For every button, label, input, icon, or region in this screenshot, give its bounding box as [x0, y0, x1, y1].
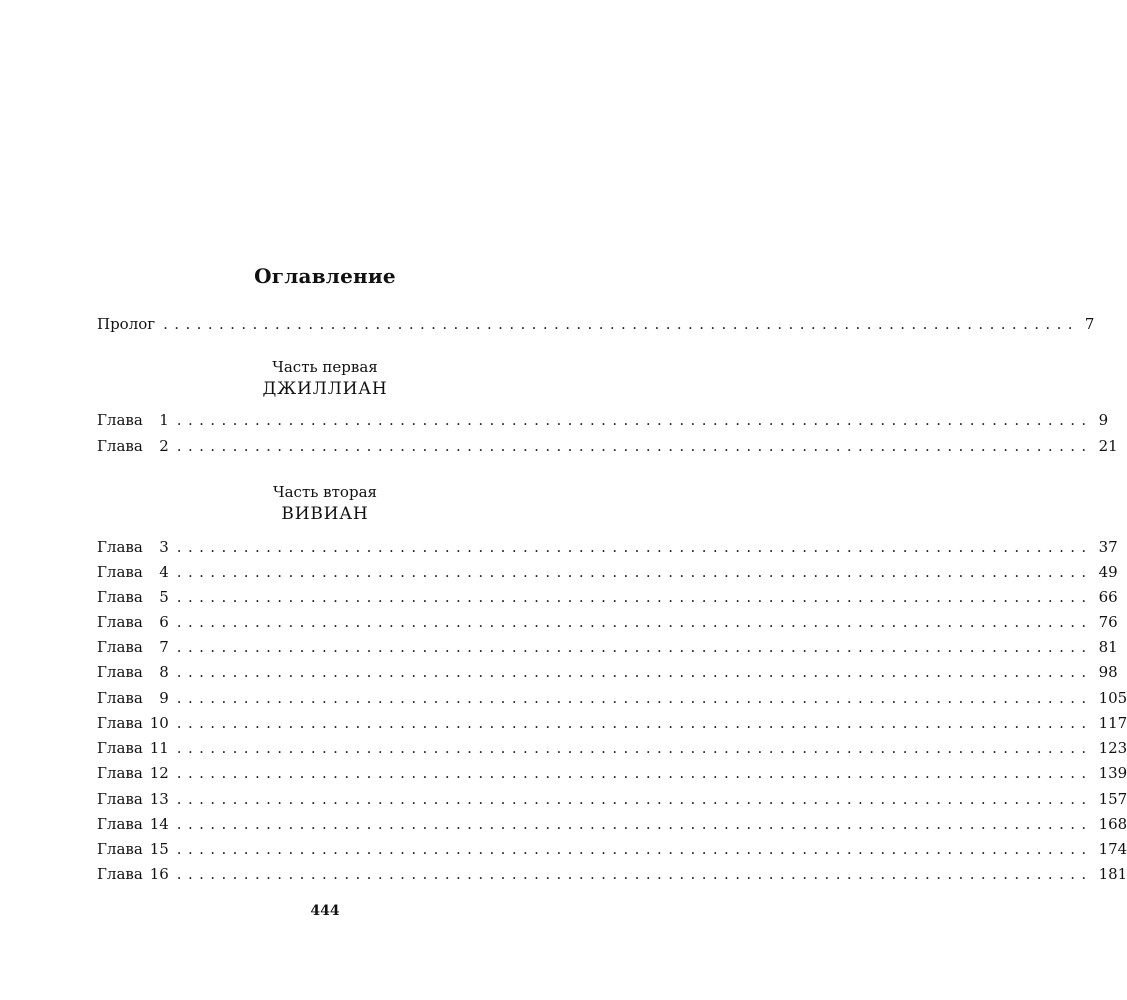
toc-row — [97, 585, 1118, 609]
toc-row — [97, 434, 1118, 458]
toc-page-number: 168 — [1098, 815, 1127, 833]
toc-label: Глава 3 — [97, 538, 169, 556]
toc-page-number: 139 — [1098, 764, 1127, 782]
toc-page-number: 117 — [1098, 714, 1127, 732]
page-title: Оглавление — [254, 264, 396, 288]
page-number: 444 — [310, 903, 340, 919]
toc-page-number: 9 — [1098, 411, 1109, 429]
toc-label: Глава 6 — [97, 613, 169, 631]
toc-row — [97, 610, 1118, 634]
toc-row-prologue — [97, 312, 1095, 336]
dot-leader: .................................................................................. — [163, 315, 1079, 333]
dot-leader: .................................................................................. — [176, 613, 1093, 631]
toc-label: Глава 5 — [97, 588, 169, 606]
toc-label: Глава 13 — [97, 790, 169, 808]
dot-leader: .................................................................................. — [176, 563, 1093, 581]
toc-page-number: 66 — [1098, 588, 1118, 606]
dot-leader: .................................................................................. — [176, 739, 1093, 757]
dot-leader: .................................................................................. — [176, 437, 1093, 455]
toc-row — [97, 711, 1127, 735]
toc-label: Глава 4 — [97, 563, 169, 581]
toc-label: Глава 10 — [97, 714, 169, 732]
toc-page-number: 76 — [1098, 613, 1118, 631]
toc-page-number: 21 — [1098, 437, 1118, 455]
toc-row — [97, 535, 1118, 559]
toc-row — [97, 408, 1109, 432]
toc-label: Глава 12 — [97, 764, 169, 782]
toc-label: Глава 14 — [97, 815, 169, 833]
dot-leader: .................................................................................. — [176, 714, 1093, 732]
toc-page-number: 7 — [1084, 315, 1095, 333]
toc-row — [97, 660, 1118, 684]
toc-label: Глава 1 — [97, 411, 169, 429]
toc-label: Глава 15 — [97, 840, 169, 858]
dot-leader: .................................................................................. — [176, 663, 1093, 681]
dot-leader: .................................................................................. — [176, 689, 1093, 707]
toc-row — [97, 686, 1127, 710]
toc-label: Глава 16 — [97, 865, 169, 883]
toc-label: Глава 11 — [97, 739, 169, 757]
part-name: ДЖИЛЛИАН — [262, 379, 388, 399]
part-name: ВИВИАН — [281, 504, 369, 524]
part-heading: Часть первая — [272, 358, 378, 376]
dot-leader: .................................................................................. — [176, 588, 1093, 606]
toc-page-number: 105 — [1098, 689, 1127, 707]
toc-page-number: 49 — [1098, 563, 1118, 581]
toc-row — [97, 761, 1127, 785]
toc-page-number: 181 — [1098, 865, 1127, 883]
toc-page-number: 81 — [1098, 638, 1118, 656]
toc-label: Глава 7 — [97, 638, 169, 656]
toc-label: Глава 8 — [97, 663, 169, 681]
toc-row — [97, 837, 1127, 861]
toc-label: Глава 2 — [97, 437, 169, 455]
toc-page-number: 123 — [1098, 739, 1127, 757]
dot-leader: .................................................................................. — [176, 865, 1093, 883]
toc-row — [97, 560, 1118, 584]
dot-leader: .................................................................................. — [176, 764, 1093, 782]
toc-row — [97, 635, 1118, 659]
dot-leader: .................................................................................. — [176, 538, 1093, 556]
dot-leader: .................................................................................. — [176, 815, 1093, 833]
toc-page-number: 157 — [1098, 790, 1127, 808]
toc-label: Глава 9 — [97, 689, 169, 707]
toc-label: Пролог — [97, 315, 156, 333]
dot-leader: .................................................................................. — [176, 790, 1093, 808]
toc-row — [97, 812, 1127, 836]
dot-leader: .................................................................................. — [176, 411, 1093, 429]
toc-row — [97, 736, 1127, 760]
toc-page-number: 98 — [1098, 663, 1118, 681]
toc-page-number: 37 — [1098, 538, 1118, 556]
toc-row — [97, 862, 1127, 886]
part-heading: Часть вторая — [273, 483, 377, 501]
toc-row — [97, 787, 1127, 811]
dot-leader: .................................................................................. — [176, 638, 1093, 656]
toc-page-number: 174 — [1098, 840, 1127, 858]
dot-leader: .................................................................................. — [176, 840, 1093, 858]
